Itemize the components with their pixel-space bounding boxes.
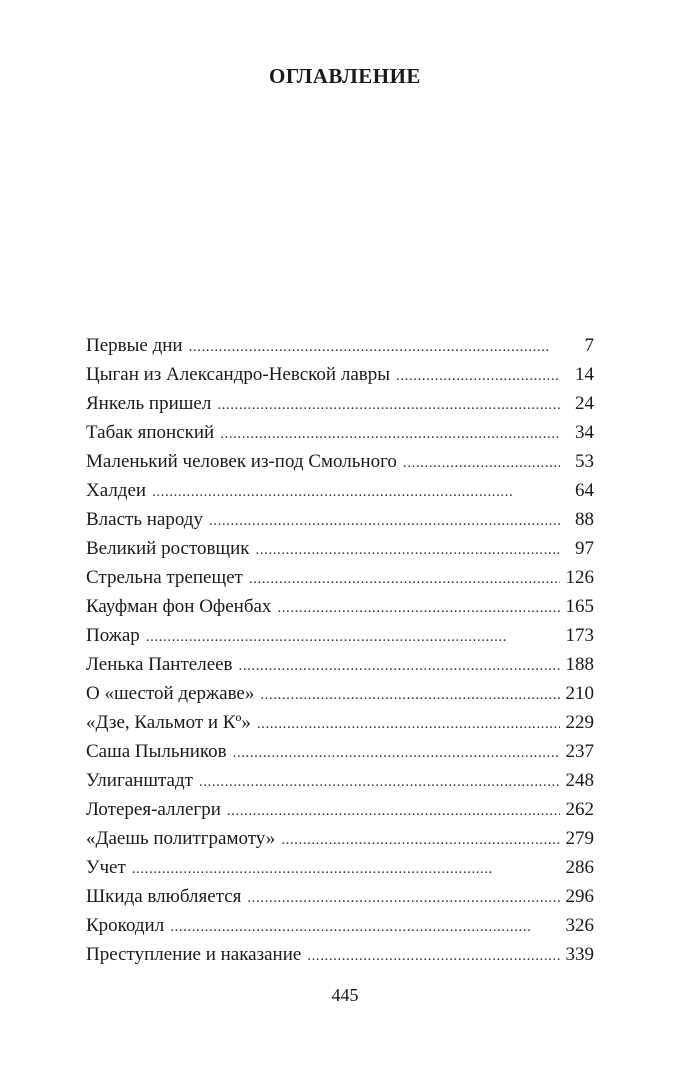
toc-entry-title: Ленька Пантелеев bbox=[86, 654, 233, 675]
toc-entry-page: 279 bbox=[565, 828, 594, 849]
toc-entry-page: 126 bbox=[565, 567, 594, 588]
toc-entry bbox=[86, 940, 594, 969]
toc-entry-page: 188 bbox=[565, 654, 594, 675]
toc-leader-dots bbox=[260, 681, 559, 710]
toc-entry-page: 7 bbox=[584, 335, 594, 356]
toc-leader-dots bbox=[152, 478, 560, 507]
toc-entry-page: 173 bbox=[565, 625, 594, 646]
toc-leader-dots bbox=[233, 739, 560, 768]
toc-entry-page: 286 bbox=[565, 857, 594, 878]
toc-entry bbox=[86, 592, 594, 621]
toc-entry-title: Саша Пыльников bbox=[86, 741, 227, 762]
toc-entry-title: Учет bbox=[86, 857, 126, 878]
toc-entry bbox=[86, 911, 594, 940]
toc-entry bbox=[86, 882, 594, 911]
toc-entry bbox=[86, 563, 594, 592]
toc-entry bbox=[86, 650, 594, 679]
toc-leader-dots bbox=[220, 420, 560, 449]
toc-entry-title: Янкель пришел bbox=[86, 393, 212, 414]
toc-entry-title: Кауфман фон Офенбах bbox=[86, 596, 272, 617]
toc-leader-dots bbox=[281, 826, 559, 855]
toc-entry-page: 88 bbox=[575, 509, 594, 530]
toc-entry-page: 97 bbox=[575, 538, 594, 559]
toc-entry-page: 262 bbox=[565, 799, 594, 820]
toc-entry bbox=[86, 621, 594, 650]
toc-entry-page: 326 bbox=[565, 915, 594, 936]
toc-entry-page: 24 bbox=[575, 393, 594, 414]
toc-entry bbox=[86, 331, 594, 360]
toc-entry bbox=[86, 534, 594, 563]
toc-entry-title: Власть народу bbox=[86, 509, 203, 530]
toc-entry bbox=[86, 679, 594, 708]
toc-entry bbox=[86, 737, 594, 766]
toc-entry-page: 237 bbox=[565, 741, 594, 762]
toc-entry bbox=[86, 795, 594, 824]
toc-entry-page: 165 bbox=[565, 596, 594, 617]
toc-leader-dots bbox=[199, 768, 560, 797]
toc-leader-dots bbox=[170, 913, 559, 942]
toc-leader-dots bbox=[247, 884, 559, 913]
toc-entry bbox=[86, 447, 594, 476]
toc-entry-title: Стрельна трепещет bbox=[86, 567, 243, 588]
toc-leader-dots bbox=[189, 333, 560, 362]
toc-leader-dots bbox=[239, 652, 560, 681]
toc-entry-title: Великий ростовщик bbox=[86, 538, 250, 559]
toc-entry-title: Лотерея-аллегри bbox=[86, 799, 221, 820]
toc-leader-dots bbox=[249, 565, 560, 594]
toc-entry-title: Шкида влюбляется bbox=[86, 886, 242, 907]
toc-entry bbox=[86, 360, 594, 389]
table-of-contents bbox=[86, 331, 594, 969]
toc-entry-page: 210 bbox=[565, 683, 594, 704]
toc-entry-title: «Даешь политграмоту» bbox=[86, 828, 276, 849]
toc-entry-title: Преступление и наказание bbox=[86, 944, 302, 965]
toc-entry-page: 229 bbox=[565, 712, 594, 733]
toc-entry-page: 296 bbox=[565, 886, 594, 907]
toc-entry bbox=[86, 766, 594, 795]
toc-entry bbox=[86, 505, 594, 534]
toc-entry bbox=[86, 418, 594, 447]
toc-leader-dots bbox=[277, 594, 559, 623]
toc-leader-dots bbox=[132, 855, 560, 884]
toc-leader-dots bbox=[146, 623, 560, 652]
toc-leader-dots bbox=[256, 536, 560, 565]
toc-leader-dots bbox=[396, 362, 560, 391]
toc-entry-title: О «шестой державе» bbox=[86, 683, 255, 704]
toc-entry-title: «Дзе, Кальмот и Кº» bbox=[86, 712, 251, 733]
toc-entry-page: 53 bbox=[575, 451, 594, 472]
toc-entry bbox=[86, 476, 594, 505]
toc-entry-page: 248 bbox=[565, 770, 594, 791]
toc-entry-title: Крокодил bbox=[86, 915, 165, 936]
toc-leader-dots bbox=[307, 942, 559, 971]
toc-entry-title: Первые дни bbox=[86, 335, 183, 356]
toc-entry-title: Пожар bbox=[86, 625, 140, 646]
toc-leader-dots bbox=[227, 797, 560, 826]
toc-entry-title: Улиганштадт bbox=[86, 770, 193, 791]
toc-leader-dots bbox=[209, 507, 560, 536]
toc-entry-page: 34 bbox=[575, 422, 594, 443]
page-number: 445 bbox=[331, 985, 359, 1005]
toc-entry bbox=[86, 389, 594, 418]
toc-entry bbox=[86, 708, 594, 737]
toc-entry-title: Маленький человек из-под Смольного bbox=[86, 451, 397, 472]
toc-entry-title: Цыган из Александро-Невской лавры bbox=[86, 364, 390, 385]
toc-leader-dots bbox=[403, 449, 560, 478]
toc-entry bbox=[86, 853, 594, 882]
toc-leader-dots bbox=[217, 391, 560, 420]
toc-entry-title: Халдеи bbox=[86, 480, 147, 501]
toc-leader-dots bbox=[257, 710, 560, 739]
toc-entry-page: 14 bbox=[575, 364, 594, 385]
toc-entry bbox=[86, 824, 594, 853]
toc-entry-title: Табак японский bbox=[86, 422, 215, 443]
toc-entry-page: 64 bbox=[575, 480, 594, 501]
page-title: ОГЛАВЛЕНИЕ bbox=[269, 64, 421, 88]
toc-entry-page: 339 bbox=[565, 944, 594, 965]
